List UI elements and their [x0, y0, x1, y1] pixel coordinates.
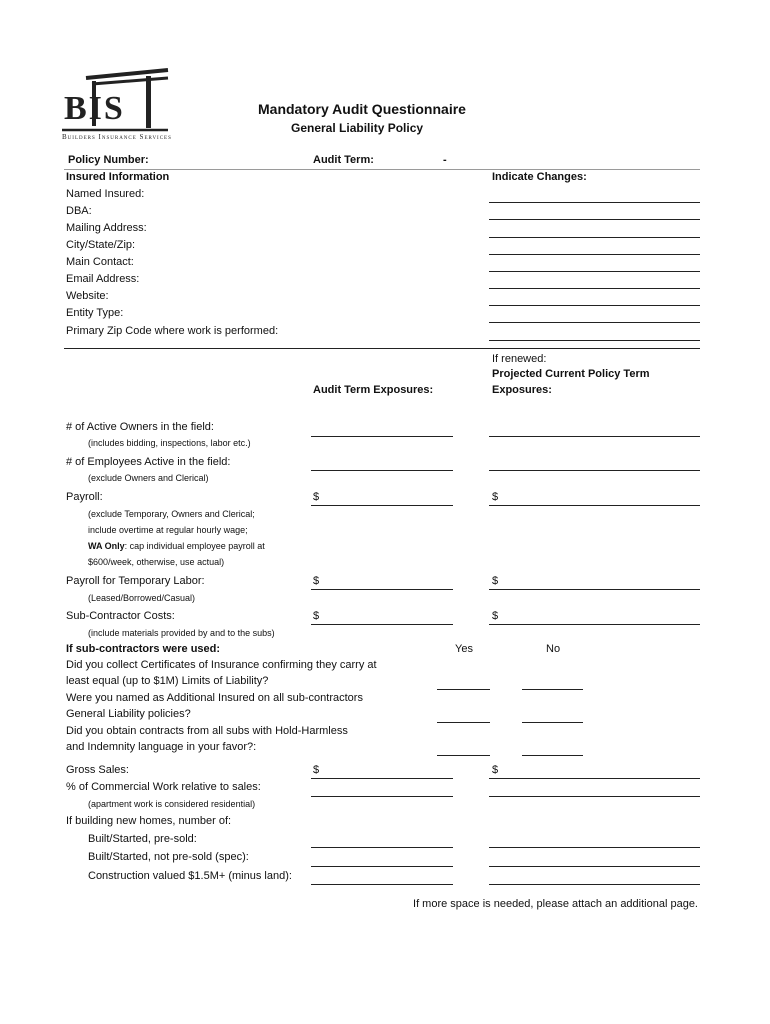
top-divider	[64, 169, 700, 170]
temp-labor-audit-field[interactable]	[311, 589, 453, 590]
payroll-note-2: include overtime at regular hourly wage;	[88, 525, 248, 535]
active-owners-label: # of Active Owners in the field:	[66, 421, 214, 433]
bis-logo	[62, 68, 172, 147]
payroll-projected-dollar: $	[492, 491, 499, 503]
subcontractor-audit-dollar: $	[313, 610, 320, 622]
change-line-city[interactable]	[489, 254, 700, 255]
gross-sales-audit-dollar: $	[313, 764, 320, 776]
page-subtitle: General Liability Policy	[291, 121, 424, 135]
subcontractor-costs-label: Sub-Contractor Costs:	[66, 610, 175, 622]
section-divider	[64, 348, 700, 349]
gross-sales-projected-field[interactable]	[489, 778, 700, 779]
audit-term-label: Audit Term:	[313, 154, 374, 166]
owners-audit-field[interactable]	[311, 436, 453, 437]
ai-question-line-2: General Liability policies?	[66, 708, 191, 720]
subcontractor-projected-dollar: $	[492, 610, 499, 622]
change-line-entity[interactable]	[489, 322, 700, 323]
commercial-projected-field[interactable]	[489, 796, 700, 797]
commercial-work-note: (apartment work is considered residential)	[88, 799, 256, 809]
employees-audit-field[interactable]	[311, 470, 453, 471]
projected-heading: Projected Current Policy Term	[492, 368, 650, 380]
temp-labor-audit-dollar: $	[313, 575, 320, 587]
payroll-projected-field[interactable]	[489, 505, 700, 506]
named-insured-label: Named Insured:	[66, 188, 145, 200]
coi-question-line-2: least equal (up to $1M) Limits of Liability?	[66, 675, 269, 687]
owners-projected-field[interactable]	[489, 436, 700, 437]
change-line-contact[interactable]	[489, 271, 700, 272]
spec-label: Built/Started, not pre-sold (spec):	[88, 851, 249, 863]
gross-sales-projected-dollar: $	[492, 764, 499, 776]
payroll-audit-dollar: $	[313, 491, 320, 503]
dba-label: DBA:	[66, 205, 92, 217]
active-owners-note: (includes bidding, inspections, labor etc.)	[88, 438, 251, 448]
projected-exposures-heading: Exposures:	[492, 384, 552, 396]
logo-company-name: Builders Insurance Services	[62, 133, 172, 141]
hold-harmless-yes-field[interactable]	[437, 755, 490, 756]
ai-yes-field[interactable]	[437, 722, 490, 723]
coi-yes-field[interactable]	[437, 689, 490, 690]
coi-no-field[interactable]	[522, 689, 583, 690]
hold-harmless-question-line-1: Did you obtain contracts from all subs with Hold-Harmless	[66, 725, 348, 737]
policy-number-label: Policy Number:	[68, 154, 149, 166]
change-line-email[interactable]	[489, 288, 700, 289]
spec-audit-field[interactable]	[311, 866, 453, 867]
subcontractor-note: (include materials provided by and to the subs)	[88, 628, 275, 638]
primary-zip-label: Primary Zip Code where work is performed:	[66, 325, 279, 337]
ai-question-line-1: Were you named as Additional Insured on all sub-contractors	[66, 692, 363, 704]
temp-labor-projected-field[interactable]	[489, 589, 700, 590]
gross-sales-audit-field[interactable]	[311, 778, 453, 779]
hold-harmless-question-line-2: and Indemnity language in your favor?:	[66, 741, 257, 753]
high-value-audit-field[interactable]	[311, 884, 453, 885]
wa-only-text: : cap individual employee payroll at	[124, 541, 265, 551]
payroll-audit-field[interactable]	[311, 505, 453, 506]
indicate-changes-heading: Indicate Changes:	[492, 171, 587, 183]
temp-labor-label: Payroll for Temporary Labor:	[66, 575, 205, 587]
footer-note: If more space is needed, please attach an additional page.	[413, 898, 698, 910]
spec-projected-field[interactable]	[489, 866, 700, 867]
wa-only-label: WA Only	[88, 541, 125, 551]
presold-audit-field[interactable]	[311, 847, 453, 848]
audit-term-separator: -	[443, 154, 447, 166]
change-line-website[interactable]	[489, 305, 700, 306]
high-value-label: Construction valued $1.5M+ (minus land):	[88, 870, 292, 882]
temp-labor-projected-dollar: $	[492, 575, 499, 587]
city-state-zip-label: City/State/Zip:	[66, 239, 136, 251]
entity-type-label: Entity Type:	[66, 307, 124, 319]
subcontractor-audit-field[interactable]	[311, 624, 453, 625]
yes-column-label: Yes	[455, 643, 473, 655]
employees-projected-field[interactable]	[489, 470, 700, 471]
insured-heading: Insured Information	[66, 171, 170, 183]
commercial-work-label: % of Commercial Work relative to sales:	[66, 781, 261, 793]
temp-labor-note: (Leased/Borrowed/Casual)	[88, 593, 196, 603]
mailing-address-label: Mailing Address:	[66, 222, 147, 234]
presold-label: Built/Started, pre-sold:	[88, 833, 197, 845]
payroll-label: Payroll:	[66, 491, 103, 503]
payroll-note-1: (exclude Temporary, Owners and Clerical;	[88, 509, 255, 519]
presold-projected-field[interactable]	[489, 847, 700, 848]
payroll-note-3	[88, 541, 265, 551]
email-address-label: Email Address:	[66, 273, 140, 285]
ai-no-field[interactable]	[522, 722, 583, 723]
page-title: Mandatory Audit Questionnaire	[258, 101, 466, 117]
payroll-note-4: $600/week, otherwise, use actual)	[88, 557, 225, 567]
no-column-label: No	[546, 643, 561, 655]
if-renewed-label: If renewed:	[492, 353, 547, 365]
gross-sales-label: Gross Sales:	[66, 764, 129, 776]
new-homes-label: If building new homes, number of:	[66, 815, 232, 827]
change-line-mailing[interactable]	[489, 237, 700, 238]
employees-label: # of Employees Active in the field:	[66, 456, 231, 468]
high-value-projected-field[interactable]	[489, 884, 700, 885]
audit-term-exposures-heading: Audit Term Exposures:	[313, 384, 434, 396]
employees-note: (exclude Owners and Clerical)	[88, 473, 209, 483]
subcontractor-projected-field[interactable]	[489, 624, 700, 625]
change-line-dba[interactable]	[489, 219, 700, 220]
main-contact-label: Main Contact:	[66, 256, 134, 268]
hold-harmless-no-field[interactable]	[522, 755, 583, 756]
subs-used-heading: If sub-contractors were used:	[66, 643, 221, 655]
logo-letters: BIS	[64, 90, 125, 127]
commercial-audit-field[interactable]	[311, 796, 453, 797]
change-line-named-insured[interactable]	[489, 202, 700, 203]
website-label: Website:	[66, 290, 109, 302]
coi-question-line-1: Did you collect Certificates of Insurance confirming they carry at	[66, 659, 377, 671]
change-line-zip[interactable]	[489, 340, 700, 341]
